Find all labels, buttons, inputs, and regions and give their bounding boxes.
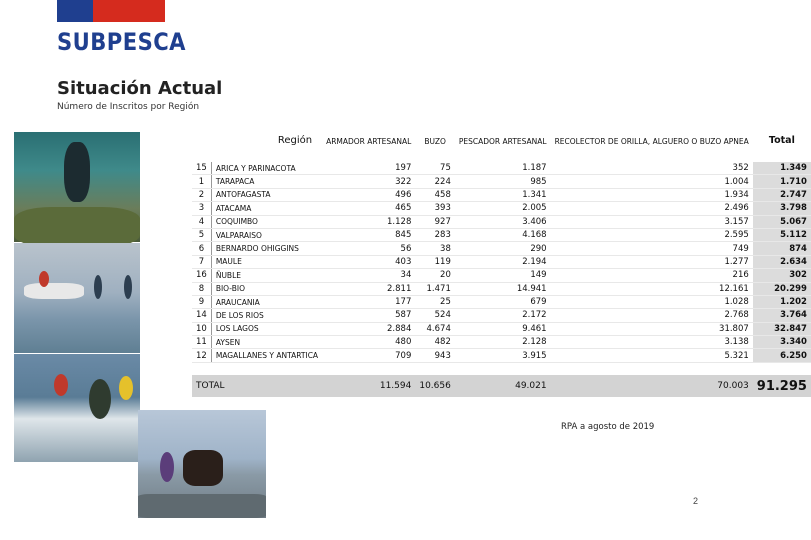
- cell-armador: 34: [322, 269, 415, 282]
- cell-total: 5.112: [753, 228, 811, 241]
- region-code: 14: [192, 309, 211, 322]
- cell-recolector: 1.004: [551, 175, 753, 188]
- region-name: ARAUCANIA: [211, 295, 322, 308]
- cell-buzo: 38: [415, 242, 455, 255]
- cell-total: 32.847: [753, 322, 811, 335]
- cell-armador: 709: [322, 349, 415, 362]
- cell-total: 302: [753, 269, 811, 282]
- cell-armador: 197: [322, 162, 415, 175]
- region-name: AYSEN: [211, 336, 322, 349]
- region-code: 3: [192, 202, 211, 215]
- cell-recolector: 1.028: [551, 295, 753, 308]
- table-row: [192, 309, 811, 322]
- cell-buzo: 393: [415, 202, 455, 215]
- region-code: 5: [192, 228, 211, 241]
- totals-pescador: 49.021: [455, 375, 551, 397]
- region-code: 16: [192, 269, 211, 282]
- table-row: [192, 188, 811, 201]
- cell-total: 874: [753, 242, 811, 255]
- cell-recolector: 5.321: [551, 349, 753, 362]
- table-header-row: [192, 120, 811, 162]
- header-region: Región: [277, 135, 313, 146]
- cell-pescador: 9.461: [455, 322, 551, 335]
- cell-recolector: 31.807: [551, 322, 753, 335]
- table-row: [192, 255, 811, 268]
- cell-total: 3.340: [753, 336, 811, 349]
- cell-pescador: 1.187: [455, 162, 551, 175]
- photo-fishermen-boat: [14, 243, 140, 353]
- cell-pescador: 2.128: [455, 336, 551, 349]
- cell-armador: 322: [322, 175, 415, 188]
- region-code: 9: [192, 295, 211, 308]
- header-recolector: RECOLECTOR DE ORILLA, ALGUERO O BUZO APNEA: [554, 136, 749, 146]
- totals-buzo: 10.656: [415, 375, 455, 397]
- cell-pescador: 985: [455, 175, 551, 188]
- flag-blue: [57, 0, 93, 22]
- region-code: 2: [192, 188, 211, 201]
- cell-total: 6.250: [753, 349, 811, 362]
- cell-total: 2.747: [753, 188, 811, 201]
- cell-buzo: 75: [415, 162, 455, 175]
- cell-buzo: 1.471: [415, 282, 455, 295]
- chile-flag-bar: [57, 0, 165, 22]
- photo-horse-cart: [138, 410, 266, 518]
- region-code: 7: [192, 255, 211, 268]
- region-name: BERNARDO OHIGGINS: [211, 242, 322, 255]
- cell-armador: 177: [322, 295, 415, 308]
- cell-total: 20.299: [753, 282, 811, 295]
- cell-pescador: 679: [455, 295, 551, 308]
- cell-total: 1.349: [753, 162, 811, 175]
- cell-recolector: 12.161: [551, 282, 753, 295]
- region-name: ÑUBLE: [211, 269, 322, 282]
- cell-recolector: 1.277: [551, 255, 753, 268]
- region-code: 11: [192, 336, 211, 349]
- cell-recolector: 3.157: [551, 215, 753, 228]
- header-armador: ARMADOR ARTESANAL: [326, 136, 412, 146]
- cell-total: 1.202: [753, 295, 811, 308]
- cell-buzo: 524: [415, 309, 455, 322]
- cell-pescador: 2.172: [455, 309, 551, 322]
- cell-armador: 56: [322, 242, 415, 255]
- totals-recolector: 70.003: [551, 375, 753, 397]
- registrations-table: [192, 120, 811, 397]
- cell-recolector: 352: [551, 162, 753, 175]
- cell-total: 2.634: [753, 255, 811, 268]
- region-name: BIO-BIO: [211, 282, 322, 295]
- brand-logo: SUBPESCA: [57, 28, 186, 56]
- cell-armador: 465: [322, 202, 415, 215]
- cell-armador: 587: [322, 309, 415, 322]
- cell-buzo: 224: [415, 175, 455, 188]
- cell-armador: 2.811: [322, 282, 415, 295]
- cell-armador: 480: [322, 336, 415, 349]
- region-code: 8: [192, 282, 211, 295]
- photo-collectors-surf: [14, 354, 140, 462]
- table-row: [192, 336, 811, 349]
- region-name: MAGALLANES Y ANTARTICA: [211, 349, 322, 362]
- table-row: [192, 202, 811, 215]
- region-name: DE LOS RIOS: [211, 309, 322, 322]
- table-body: [192, 162, 811, 397]
- region-code: 1: [192, 175, 211, 188]
- grand-total: 91.295: [753, 375, 811, 397]
- cell-pescador: 2.005: [455, 202, 551, 215]
- cell-buzo: 25: [415, 295, 455, 308]
- cell-pescador: 2.194: [455, 255, 551, 268]
- region-code: 15: [192, 162, 211, 175]
- cell-armador: 403: [322, 255, 415, 268]
- cell-recolector: 1.934: [551, 188, 753, 201]
- cell-buzo: 119: [415, 255, 455, 268]
- table-row: [192, 282, 811, 295]
- cell-buzo: 482: [415, 336, 455, 349]
- header-total: Total: [768, 135, 795, 147]
- region-name: MAULE: [211, 255, 322, 268]
- page-title: Situación Actual: [57, 78, 223, 99]
- header-pescador: PESCADOR ARTESANAL: [458, 136, 547, 146]
- cell-total: 5.067: [753, 215, 811, 228]
- totals-label: TOTAL: [192, 375, 322, 397]
- cell-pescador: 3.406: [455, 215, 551, 228]
- table-row: [192, 269, 811, 282]
- cell-buzo: 283: [415, 228, 455, 241]
- table-row: [192, 162, 811, 175]
- region-name: VALPARAISO: [211, 228, 322, 241]
- cell-recolector: 216: [551, 269, 753, 282]
- table-row: [192, 295, 811, 308]
- cell-armador: 1.128: [322, 215, 415, 228]
- page-subtitle: Número de Inscritos por Región: [57, 102, 200, 112]
- table-row: [192, 242, 811, 255]
- photo-diver: [14, 132, 140, 242]
- cell-recolector: 3.138: [551, 336, 753, 349]
- table-row: [192, 322, 811, 335]
- cell-buzo: 4.674: [415, 322, 455, 335]
- region-code: 10: [192, 322, 211, 335]
- cell-armador: 2.884: [322, 322, 415, 335]
- spacer-cell: [192, 362, 811, 375]
- cell-pescador: 290: [455, 242, 551, 255]
- cell-pescador: 3.915: [455, 349, 551, 362]
- cell-armador: 496: [322, 188, 415, 201]
- table-row: [192, 349, 811, 362]
- table-row: [192, 215, 811, 228]
- region-name: TARAPACA: [211, 175, 322, 188]
- cell-recolector: 2.768: [551, 309, 753, 322]
- cell-buzo: 458: [415, 188, 455, 201]
- region-name: ANTOFAGASTA: [211, 188, 322, 201]
- table-row: [192, 175, 811, 188]
- cell-recolector: 749: [551, 242, 753, 255]
- header-buzo: BUZO: [424, 136, 446, 146]
- totals-row: [192, 375, 811, 397]
- region-name: ATACAMA: [211, 202, 322, 215]
- cell-recolector: 2.595: [551, 228, 753, 241]
- totals-armador: 11.594: [322, 375, 415, 397]
- cell-pescador: 149: [455, 269, 551, 282]
- cell-total: 3.798: [753, 202, 811, 215]
- cell-pescador: 4.168: [455, 228, 551, 241]
- region-code: 4: [192, 215, 211, 228]
- region-code: 6: [192, 242, 211, 255]
- region-code: 12: [192, 349, 211, 362]
- flag-red: [93, 0, 165, 22]
- page-number: 2: [693, 496, 699, 506]
- table-spacer: [192, 362, 811, 375]
- cell-total: 3.764: [753, 309, 811, 322]
- region-name: LOS LAGOS: [211, 322, 322, 335]
- cell-pescador: 1.341: [455, 188, 551, 201]
- cell-buzo: 20: [415, 269, 455, 282]
- cell-total: 1.710: [753, 175, 811, 188]
- table-row: [192, 228, 811, 241]
- cell-buzo: 927: [415, 215, 455, 228]
- region-name: ARICA Y PARINACOTA: [211, 162, 322, 175]
- cell-buzo: 943: [415, 349, 455, 362]
- cell-recolector: 2.496: [551, 202, 753, 215]
- cell-pescador: 14.941: [455, 282, 551, 295]
- region-name: COQUIMBO: [211, 215, 322, 228]
- source-note: RPA a agosto de 2019: [561, 422, 655, 432]
- cell-armador: 845: [322, 228, 415, 241]
